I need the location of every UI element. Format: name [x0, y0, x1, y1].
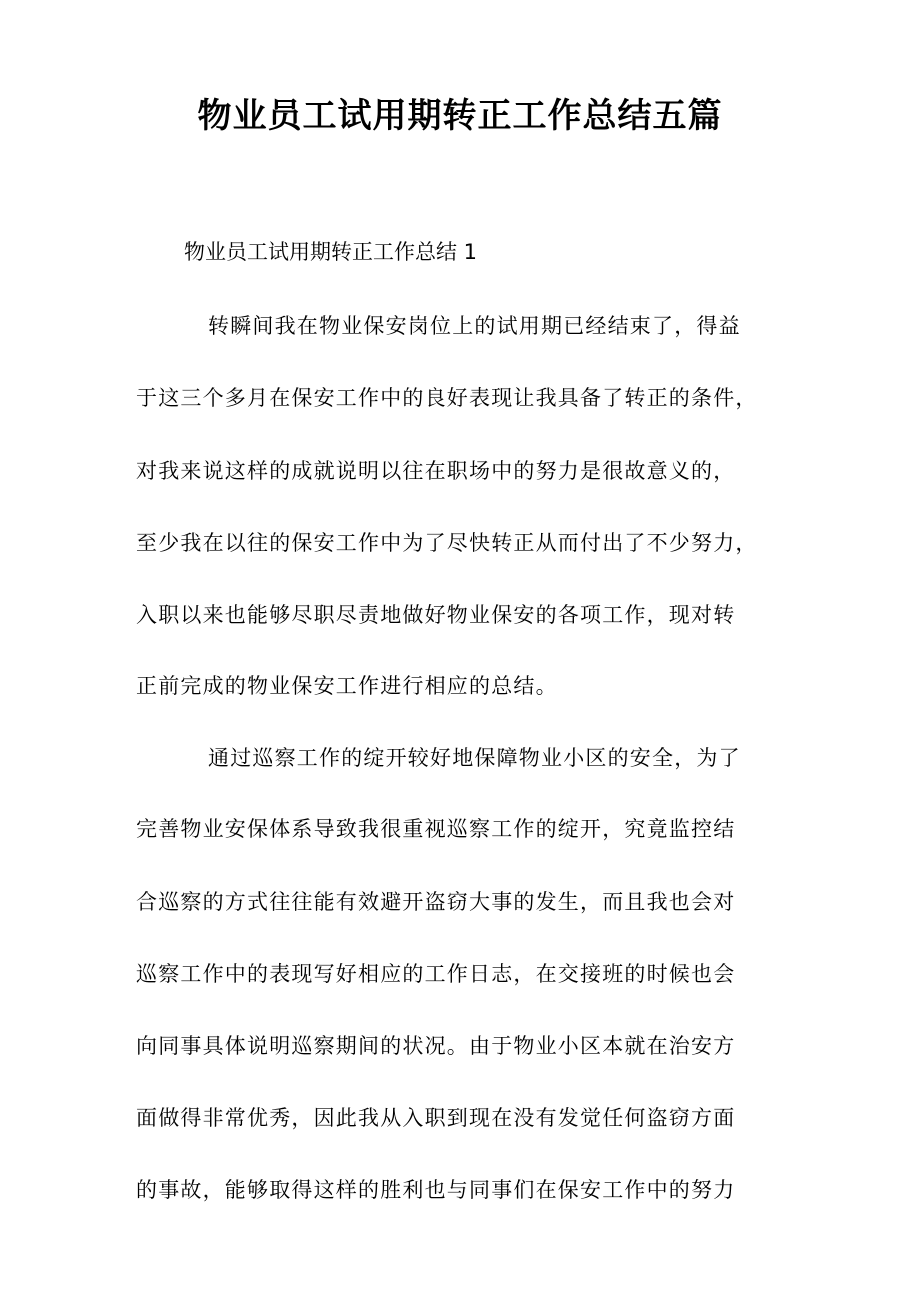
paragraph-2-line-6: 面做得非常优秀，因此我从入职到现在没有发觉任何盗窃方面 — [136, 1106, 736, 1130]
paragraph-2-line-4: 巡察工作中的表现写好相应的工作日志，在交接班的时候也会 — [136, 962, 736, 986]
paragraph-2-line-1: 通过巡察工作的绽开较好地保障物业小区的安全，为了 — [208, 746, 741, 770]
paragraph-1-line-4: 至少我在以往的保安工作中为了尽快转正从而付出了不少努力， — [136, 531, 758, 555]
paragraph-1-line-2: 于这三个多月在保安工作中的良好表现让我具备了转正的条件， — [136, 386, 758, 410]
paragraph-1-line-1: 转瞬间我在物业保安岗位上的试用期已经结束了，得益 — [208, 314, 741, 338]
paragraph-2-line-3: 合巡察的方式往往能有效避开盗窃大事的发生，而且我也会对 — [136, 890, 736, 914]
document-title: 物业员工试用期转正工作总结五篇 — [197, 96, 723, 136]
paragraph-2-line-5: 向同事具体说明巡察期间的状况。由于物业小区本就在治安方 — [136, 1034, 736, 1058]
paragraph-1-line-6: 正前完成的物业保安工作进行相应的总结。 — [136, 674, 558, 698]
paragraph-2-line-2: 完善物业安保体系导致我很重视巡察工作的绽开，究竟监控结 — [136, 817, 736, 841]
paragraph-2-line-7: 的事故，能够取得这样的胜利也与同事们在保安工作中的努力 — [136, 1178, 736, 1202]
paragraph-1-line-3: 对我来说这样的成就说明以往在职场中的努力是很故意义的， — [136, 459, 736, 483]
paragraph-1-line-5: 入职以来也能够尽职尽责地做好物业保安的各项工作，现对转 — [136, 603, 736, 627]
section-heading: 物业员工试用期转正工作总结 1 — [184, 240, 478, 264]
